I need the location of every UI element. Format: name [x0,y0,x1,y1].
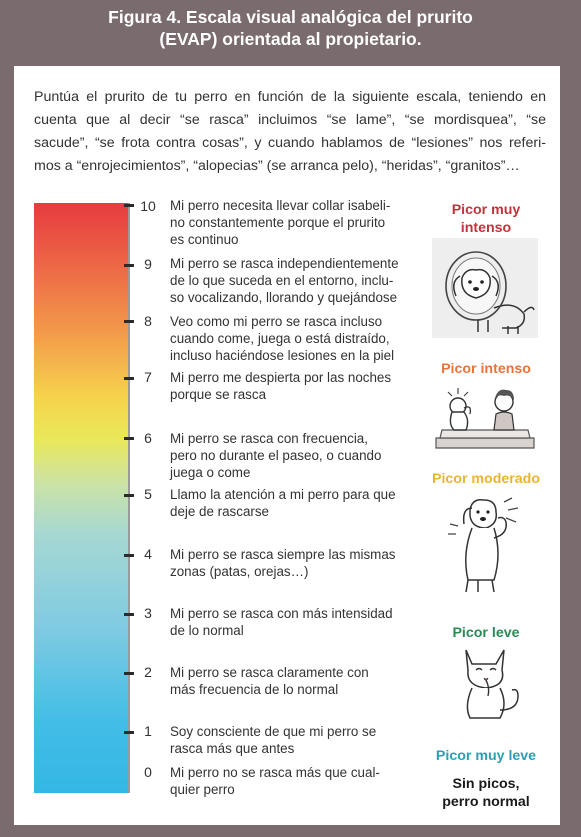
level-label-intense [421,360,551,378]
scale-value: 8 [144,313,152,329]
scale-description [170,197,430,248]
description-line: pero no durante el paseo, o cuando [170,448,382,463]
level-label-normal [421,775,551,811]
scale-axis [128,203,130,793]
content-panel [14,66,560,825]
level-label-moderate [421,470,551,488]
level-label-line: intenso [460,220,512,236]
scale-tick [124,731,134,734]
scale-value: 9 [144,256,152,272]
description-line: porque se rasca [170,387,267,402]
scale-value: 3 [144,605,152,621]
scale-value: 10 [140,198,156,214]
description-line: deje de rascarse [170,504,269,519]
scale-description [170,723,430,757]
figure-title-line: Figura 4. Escala visual analógica del prurito [108,7,473,27]
scale-tick [124,204,134,207]
description-line: Mi perro se rasca con más intensidad [170,606,393,621]
level-label-very-mild [421,747,551,765]
scale-description [170,605,430,639]
intro-line: cuenta que al decir “se rasca” incluimos “se lame”, “se mordisquea”, “se [34,112,546,128]
level-label-line: Sin picos, [452,776,520,792]
description-line: Mi perro se rasca con frecuencia, [170,431,368,446]
description-line: Mi perro me despierta por las noches [170,370,392,385]
scale-tick [124,554,134,557]
scale-description [170,486,430,520]
level-label-line: Picor muy [451,202,521,218]
description-line: Mi perro necesita llevar collar isabeli- [170,198,391,213]
intro-line: Puntúa el prurito de tu perro en función de la siguiente escala, teniendo en [34,89,546,105]
description-line: es continuo [170,232,239,247]
description-line: Mi perro se rasca siempre las mismas [170,547,396,562]
description-line: no constantemente porque el prurito [170,215,386,230]
level-label-line: Picor leve [452,625,520,641]
scale-description [170,255,430,306]
scale-tick [124,437,134,440]
description-line: rasca más que antes [170,741,295,756]
intro-paragraph [34,86,546,178]
description-line: so vocalizando, llorando y quejándose [170,290,398,305]
figure-title [20,6,561,50]
cat-licking-icon [448,640,526,722]
description-line: zonas (patas, orejas…) [170,564,309,579]
scale-tick [124,613,134,616]
description-line: incluso haciéndose lesiones en la piel [170,348,395,363]
scale-value: 1 [144,723,152,739]
scale-tick [124,264,134,267]
level-label-very-intense [421,201,551,237]
scale-tick [124,672,134,675]
color-gradient-bar [34,203,128,793]
scale-value: 2 [144,664,152,680]
description-line: juega o come [170,465,251,480]
scale-value: 7 [144,369,152,385]
description-line: cuando come, juega o está distraído, [170,331,390,346]
scale-tick [124,320,134,323]
dog-cone-icon [432,238,538,338]
level-label-line: Picor intenso [441,361,531,377]
scale-value: 5 [144,486,152,502]
level-label-line: Picor muy leve [435,748,537,764]
description-line: Veo como mi perro se rasca incluso [170,314,383,329]
scale-tick [124,377,134,380]
description-line: de lo que suceda en el entorno, inclu- [170,273,394,288]
description-line: de lo normal [170,623,244,638]
scale-description [170,369,430,403]
level-label-line: perro normal [442,794,530,810]
description-line: Mi perro no se rasca más que cual- [170,765,380,780]
description-line: Llamo la atención a mi perro para que [170,487,396,502]
description-line: quier perro [170,782,235,797]
scale-description [170,430,430,481]
scale-description [170,764,430,798]
level-label-line: Picor moderado [431,471,540,487]
description-line: Soy consciente de que mi perro se [170,724,377,739]
scale-description [170,313,430,364]
dog-scratching-icon [442,494,526,598]
description-line: Mi perro se rasca independientemente [170,256,399,271]
scale-value: 6 [144,430,152,446]
description-line: Mi perro se rasca claramente con [170,665,369,680]
intro-line: sacude”, “se frota contra cosas”, y cuando hablamos de “lesiones” nos referi- [34,135,546,151]
scale-value: 0 [144,764,152,780]
intro-line: mos a “enrojecimientos”, “alopecias” (se arranca pelo), “heridas”, “granitos”… [34,158,520,174]
dog-owner-bed-icon [434,384,536,450]
scale-tick [124,494,134,497]
scale-value: 4 [144,546,152,562]
scale-description [170,546,430,580]
scale-description [170,664,430,698]
figure-title-line: (EVAP) orientada al propietario. [159,29,422,49]
description-line: más frecuencia de lo normal [170,682,339,697]
